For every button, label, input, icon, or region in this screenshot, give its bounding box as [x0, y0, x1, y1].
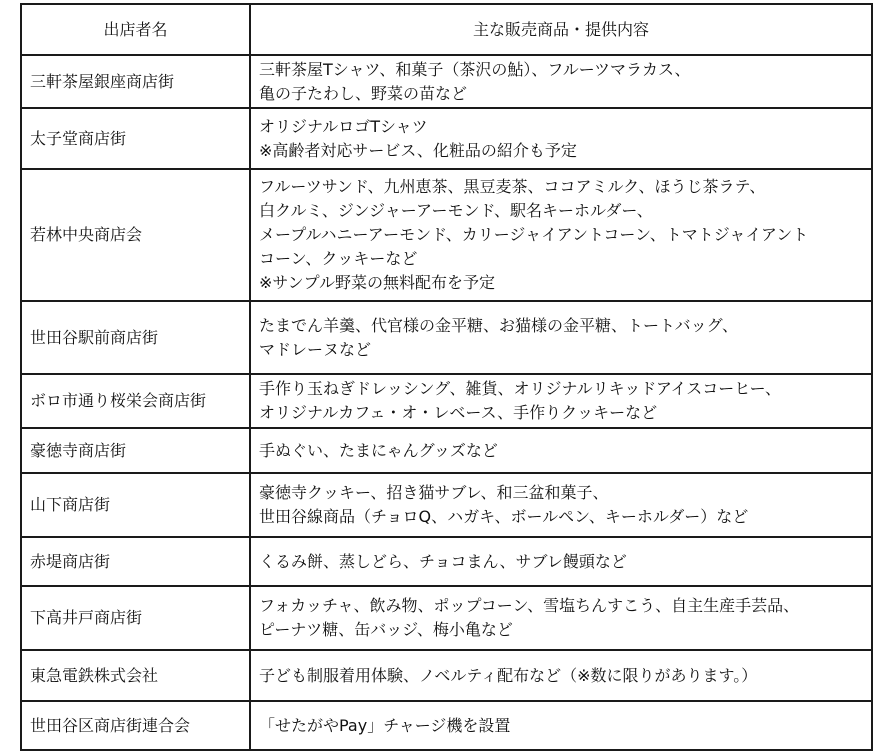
products-cell — [250, 701, 872, 750]
table-row — [21, 169, 872, 301]
exhibitor-name-cell: ボロ市通り桜栄会商店街 — [21, 374, 250, 428]
table-row — [21, 428, 872, 473]
table-row — [21, 374, 872, 428]
products-cell — [250, 586, 872, 650]
products-line: 白クルミ、ジンジャーアーモンド、駅名キーホルダー、 — [259, 201, 653, 220]
products-line: くるみ餅、蒸しどら、チョコまん、サブレ饅頭など — [259, 551, 627, 571]
table-row — [21, 650, 872, 701]
products-line: たまでん羊羹、代官様の金平糖、お猫様の金平糖、トートバッグ、 — [259, 315, 739, 335]
products-line: フルーツサンド、九州恵茶、黒豆麦茶、ココアミルク、ほうじ茶ラテ、 — [259, 177, 766, 196]
exhibitor-name-cell: 山下商店街 — [21, 473, 250, 537]
products-line: 手ぬぐい、たまにゃんグッズなど — [259, 440, 498, 460]
exhibitor-table — [20, 3, 873, 751]
exhibitor-name-cell: 世田谷駅前商店街 — [21, 301, 250, 374]
products-cell — [250, 169, 872, 301]
products-cell — [250, 55, 872, 108]
exhibitor-name-cell: 三軒茶屋銀座商店街 — [21, 55, 250, 108]
exhibitor-name-cell: 下高井戸商店街 — [21, 586, 250, 650]
products-line: ピーナツ糖、缶バッジ、梅小亀など — [259, 620, 513, 639]
products-line: 豪徳寺クッキー、招き猫サブレ、和三盆和菓子、 — [259, 483, 609, 502]
exhibitor-name-cell: 豪徳寺商店街 — [21, 428, 250, 473]
products-line: 世田谷線商品（チョロQ、ハガキ、ボールペン、キーホルダー）など — [259, 507, 749, 526]
exhibitor-name-cell: 太子堂商店街 — [21, 108, 250, 169]
table-row — [21, 701, 872, 750]
exhibitor-name-cell: 赤堤商店街 — [21, 537, 250, 586]
exhibitor-name-cell: 若林中央商店会 — [21, 169, 250, 301]
products-line: 「せたがやPay」チャージ機を設置 — [259, 715, 511, 735]
exhibitor-name-cell: 東急電鉄株式会社 — [21, 650, 250, 701]
products-line: 三軒茶屋Tシャツ、和菓子（茶沢の鮎）、フルーツマラカス、 — [259, 59, 691, 79]
products-line: 子ども制服着用体験、ノベルティ配布など（※数に限りがあります。） — [259, 665, 758, 685]
header-exhibitor-name: 出店者名 — [21, 4, 250, 55]
products-line: メープルハニーアーモンド、カリージャイアントコーン、トマトジャイアント — [259, 225, 809, 244]
table-row — [21, 473, 872, 537]
products-cell — [250, 428, 872, 473]
table-row — [21, 586, 872, 650]
products-line: 亀の子たわし、野菜の苗など — [259, 83, 468, 103]
products-cell — [250, 301, 872, 374]
products-cell — [250, 537, 872, 586]
products-cell — [250, 374, 872, 428]
table-row — [21, 537, 872, 586]
table-row — [21, 108, 872, 169]
products-cell — [250, 108, 872, 169]
products-line: 手作り玉ねぎドレッシング、雑貨、オリジナルリキッドアイスコーヒー、 — [259, 379, 782, 398]
table-row — [21, 55, 872, 108]
header-main-products: 主な販売商品・提供内容 — [250, 4, 872, 55]
products-line: ※高齢者対応サービス、化粧品の紹介も予定 — [259, 140, 577, 160]
exhibitor-name-cell: 世田谷区商店街連合会 — [21, 701, 250, 750]
header-row — [21, 4, 872, 55]
products-line: コーン、クッキーなど — [259, 249, 418, 268]
products-line: オリジナルロゴTシャツ — [259, 116, 428, 136]
products-cell — [250, 650, 872, 701]
products-line: フォカッチャ、飲み物、ポップコーン、雪塩ちんすこう、自主生産手芸品、 — [259, 596, 800, 615]
products-line: マドレーヌなど — [259, 339, 372, 359]
products-line: オリジナルカフェ・オ・レベース、手作りクッキーなど — [259, 403, 658, 422]
products-cell — [250, 473, 872, 537]
products-line: ※サンプル野菜の無料配布を予定 — [259, 273, 495, 292]
table-row — [21, 301, 872, 374]
